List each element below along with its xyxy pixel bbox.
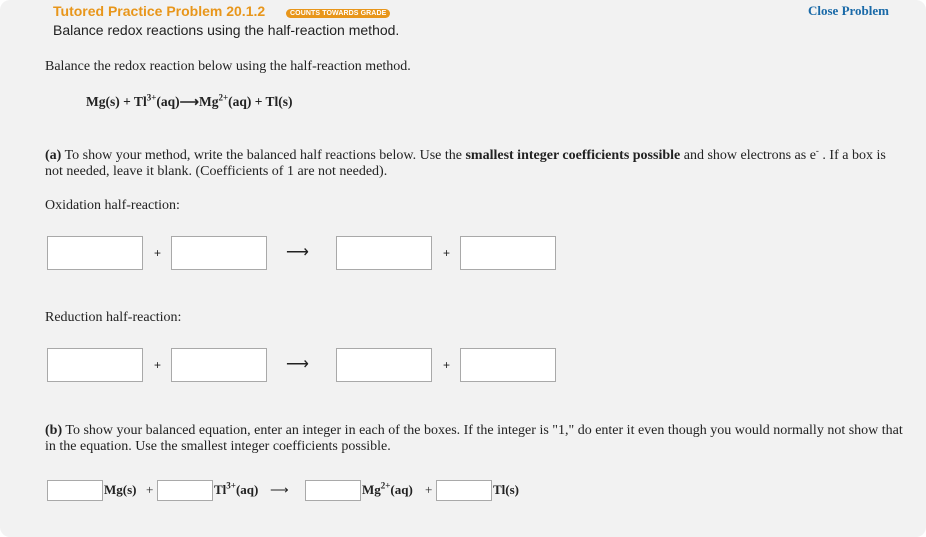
species-state: (aq) — [390, 482, 413, 497]
reaction-part: (aq)⟶Mg — [156, 94, 219, 109]
reaction-arrow-icon: ⟶ — [286, 356, 309, 373]
species-tl-ion — [214, 482, 258, 498]
problem-subtitle: Balance redox reactions using the half-reaction method. — [53, 22, 400, 38]
reaction-part: Mg(s) + Tl — [86, 94, 147, 109]
instruction-text: Balance the redox reaction below using the half-reaction method. — [45, 59, 411, 74]
plus-sign: + — [154, 358, 162, 372]
species-tl-s: Tl(s) — [493, 482, 519, 497]
close-problem-link[interactable]: Close Problem — [808, 3, 889, 18]
coef-mg-input[interactable] — [47, 480, 103, 501]
part-a-instructions — [45, 145, 905, 180]
reduction-label: Reduction half-reaction: — [45, 310, 182, 325]
ox-reactant-1-input[interactable] — [47, 236, 143, 270]
ox-product-1-input[interactable] — [336, 236, 432, 270]
part-b-text: To show your balanced equation, enter an integer in each of the boxes. If the integer is "1," do enter it even though you would normally not show that in the equation. Use the smallest integer coefficients possible. — [45, 423, 903, 454]
plus-sign: + — [425, 482, 433, 497]
species-base: Mg — [362, 482, 381, 497]
part-a-bold: smallest integer coefficients possible — [465, 148, 681, 163]
species-charge: 3+ — [226, 480, 236, 491]
part-a-text: and show electrons as e — [680, 148, 816, 163]
red-product-2-input[interactable] — [460, 348, 556, 382]
plus-sign: + — [443, 358, 451, 372]
species-mg-s: Mg(s) — [104, 482, 137, 497]
red-reactant-1-input[interactable] — [47, 348, 143, 382]
reaction-equation — [86, 94, 293, 110]
electron-sup: - — [815, 145, 819, 156]
species-base: Tl — [214, 482, 227, 497]
part-b-instructions — [45, 423, 905, 455]
ox-product-2-input[interactable] — [460, 236, 556, 270]
red-product-1-input[interactable] — [336, 348, 432, 382]
plus-sign: + — [154, 246, 162, 260]
coef-tl-ion-input[interactable] — [157, 480, 213, 501]
ox-reactant-2-input[interactable] — [171, 236, 267, 270]
reaction-part: (aq) + Tl(s) — [228, 94, 293, 109]
species-state: (aq) — [235, 482, 259, 497]
coef-mg-ion-input[interactable] — [305, 480, 361, 501]
species-charge: 2+ — [380, 480, 391, 491]
plus-sign: + — [146, 482, 154, 497]
grade-badge: COUNTS TOWARDS GRADE — [286, 9, 390, 18]
red-reactant-2-input[interactable] — [171, 348, 267, 382]
part-a-text: To show your method, write the balanced half reactions below. Use the — [61, 148, 466, 163]
part-b-label: (b) — [45, 423, 63, 438]
species-mg-ion — [362, 482, 413, 498]
reaction-charge: 2+ — [218, 92, 229, 103]
reaction-charge: 3+ — [146, 92, 157, 103]
part-a-text: . If a box is not needed, leave it blank. (Coefficients of 1 are not needed). — [45, 148, 886, 179]
reaction-arrow-icon: ⟶ — [270, 482, 289, 497]
plus-sign: + — [443, 246, 451, 260]
coef-tl-s-input[interactable] — [436, 480, 492, 501]
oxidation-label: Oxidation half-reaction: — [45, 198, 180, 213]
part-a-label: (a) — [45, 148, 62, 163]
reaction-arrow-icon: ⟶ — [286, 244, 309, 261]
problem-title: Tutored Practice Problem 20.1.2 — [53, 3, 266, 19]
